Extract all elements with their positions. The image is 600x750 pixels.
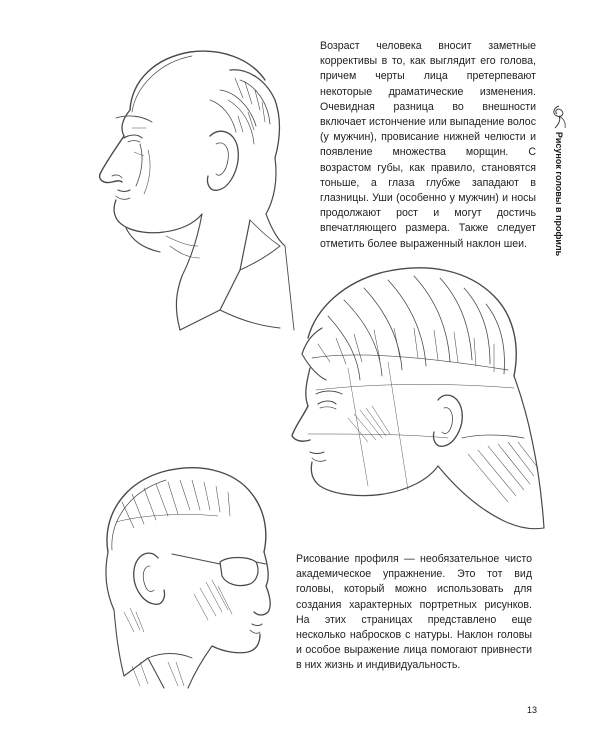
old-man-sketch [70, 40, 310, 335]
chapter-side-tab [548, 104, 570, 259]
page-number: 13 [527, 705, 538, 715]
flourish-ornament-icon [549, 104, 569, 130]
young-man-sketch [288, 258, 550, 543]
glasses-man-sketch [88, 462, 273, 692]
aging-paragraph: Возраст человека вносит заметные коррективы в то, как выглядит его голова, причем черты лица претерпевают некоторые драматические изменения. Очевидная разница во внешности включает истончение или выпадение волос (у мужчин), провисание нижней челюсти и появление множества морщин. С возрастом губы, как правило, становятся тоньше, а глаза глубже западают в глазницы. Уши (особенно у мужчин) и носы продолжают рост и могут достичь впечатляющего размера. Также следует отметить более выраженный наклон шеи. [320, 40, 536, 250]
profile-paragraph: Рисование профиля — необязательное чисто академическое упражнение. Это тот вид головы, который можно использовать для создания характерных портретных рисунков. На этих страницах представлено еще несколько набросков с натуры. Наклон головы и особое выражение лица помогают привнести в них жизнь и индивидуальность. [296, 553, 532, 672]
chapter-side-title: Рисунок головы в профиль [554, 131, 565, 257]
